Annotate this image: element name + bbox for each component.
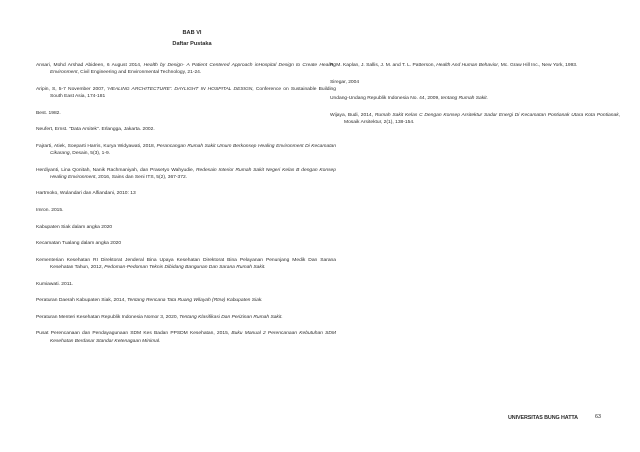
reference-text: , 2016, Sains dan Seni ITS, 5(2), 367-372. xyxy=(95,174,188,180)
reference-entry xyxy=(36,224,336,231)
reference-italic-title: 'HEALING ARCHITECTURE': DAYLIGHT IN HOSPITAL DESIGN xyxy=(107,86,253,92)
reference-italic-title: Buku Manual 2 Perencanaan Kebutuhan SDM Kesehatan Berdasar Standar Ketenagaan Minimal. xyxy=(50,331,336,344)
reference-text: Kecamatan Tualang dalam angka 2020 xyxy=(36,241,122,247)
reference-entry xyxy=(36,167,336,181)
reference-text: Wijaya, Budi, 2014, xyxy=(330,112,375,118)
reference-entry xyxy=(36,86,336,100)
reference-text: Neufert, Ernst. "Data Arsitek". Erlangga, Jakarta. 2002. xyxy=(36,127,155,133)
reference-entry xyxy=(36,143,336,157)
reference-entry xyxy=(36,297,336,304)
reference-entry xyxy=(36,240,336,247)
reference-text: Kementerian Kesehatan RI Direktorat Jenderal Bina Upaya Kesehatan Direktorat Bina Pelayanan Penunjang Medik Dan Sarana Kesehatan Tahun, 2012, xyxy=(36,257,336,270)
reference-text: , Mosaik Arsitektur, 2(1), 138-154. xyxy=(344,112,620,125)
reference-text: Kabupaten Siak dalam angka 2020 xyxy=(36,224,113,230)
reference-entry xyxy=(36,330,336,344)
reference-text: Pusat Perencanaan dan Pendayagunaan SDM Kes Badan PPSDM Kesehatan, 2015, xyxy=(36,331,232,337)
reference-text: Peraturan Daerah Kabupaten Siak, 2014, xyxy=(36,298,128,304)
footer-university: UNIVERSITAS BUNG HATTA xyxy=(508,415,578,421)
reference-text: Best. 1982. xyxy=(36,110,61,116)
reference-text: Ansari, Mohd Arshad Abideen, 6 August 2014, xyxy=(36,63,144,68)
page-number: 63 xyxy=(595,414,601,420)
reference-entry xyxy=(330,79,620,86)
reference-entry xyxy=(330,62,620,69)
reference-italic-title: Health And Human Behavior xyxy=(436,63,499,68)
reference-text: Aripin, S, 5-7 November 2007, xyxy=(36,86,108,92)
reference-text: , Mc. Graw Hill Inc., New York, 1993. xyxy=(498,63,578,68)
reference-text: Herdiyanti, Lina Qonitah, Nanik Rachmaniyah, dan Prasetyo Wahyudie, xyxy=(36,167,196,173)
reference-text: R. M. Kaplan, J. Sallis, J. M. and T. L. Patterson, xyxy=(330,63,437,68)
reference-italic-title: Redesain Interior Rumah Sakit Negeri Kelas B dengan Konsep Healing Environment xyxy=(50,167,336,180)
reference-entry xyxy=(330,95,620,102)
reference-italic-title: Perancangan Rumah Sakit Umum Berkonsep Healing Environment Di Kecamatan Cikarang xyxy=(50,143,336,156)
reference-entry xyxy=(36,314,336,321)
chapter-heading: BAB VI xyxy=(182,30,202,36)
reference-text: Peraturan Menteri Kesehatan Republik Indonesia Nomor 3, 2020, xyxy=(36,314,180,320)
reference-italic-title: Tentang Rencana Tata Ruang Wilayah (Rtrw) Kabupaten Siak. xyxy=(127,298,263,304)
reference-text: Undang-Undang Republik Indonesia No. 44, 2009, xyxy=(330,96,441,102)
reference-entry xyxy=(36,110,336,117)
reference-italic-title: tentang Rumah Sakit. xyxy=(440,96,488,102)
reference-text: , Civil Engineering and Environmental Technology, 21-24. xyxy=(77,70,202,76)
reference-entry xyxy=(36,190,336,197)
left-reference-column xyxy=(36,62,336,354)
reference-entry xyxy=(36,281,336,288)
reference-entry xyxy=(330,112,620,126)
reference-italic-title: Health by Design- A Patient Centered Approach inHospital Design to Create Healing Environment xyxy=(50,63,336,76)
reference-text: Kumiawati. 2011. xyxy=(36,281,74,287)
reference-text: Siregar, 2004 xyxy=(330,79,360,85)
reference-text: , Conference on Sustainable Building South East Asia, 174-181 xyxy=(50,86,336,99)
reference-entry xyxy=(36,62,336,76)
reference-text: , Desain, 5(3), 1-9. xyxy=(69,150,111,156)
page-title: Daftar Pustaka xyxy=(172,41,212,47)
reference-text: Hartmoko, Wulandari dan Alfiandani, 2010: 13 xyxy=(36,191,136,197)
right-reference-column xyxy=(330,62,620,136)
reference-text: Imron. 2015. xyxy=(36,207,64,213)
reference-entry xyxy=(36,257,336,271)
reference-italic-title: Tentang Klasifikasi Dan Perizinan Rumah Sakit. xyxy=(179,314,283,320)
reference-italic-title: Rumah Sakit Kelas C Dengan Konsep Arsitektur Sadar Energi Di Kecamatan Pontianak Utara Kota Pontianak xyxy=(374,112,619,118)
reference-text: Fajrarti, Atiek, Soeparti Harris, Kurya Widyawati, 2018, xyxy=(36,143,157,149)
reference-entry xyxy=(36,207,336,214)
reference-italic-title: Pedoman-Pedoman Teknis Dibidang Bangunan Dan Sarana Rumah Sakit. xyxy=(104,264,266,270)
reference-entry xyxy=(36,126,336,133)
